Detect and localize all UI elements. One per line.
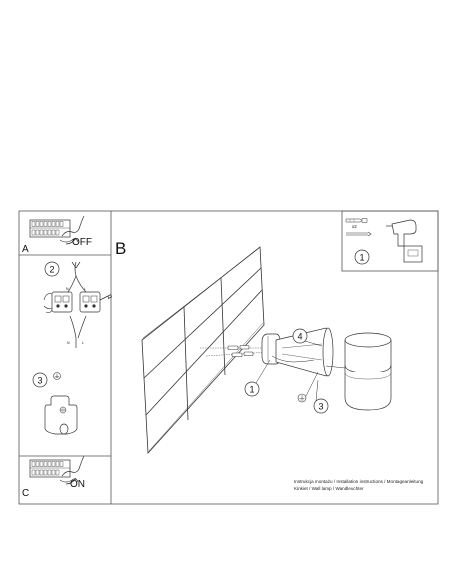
wire-label-n-bottom: N [67, 341, 70, 345]
ground-step-number: 3 [37, 375, 43, 386]
wall-plug-icon [346, 219, 367, 223]
switch-on-label: ON [70, 479, 85, 490]
switch-off-label: OFF [72, 237, 92, 248]
panel-a-letter: A [22, 244, 29, 255]
panel-b-letter: B [115, 239, 127, 258]
terminal-block-right [80, 292, 100, 312]
callout-tools-number: 1 [359, 252, 365, 263]
breaker-box-a [30, 220, 70, 237]
earth-symbol-icon-b [298, 394, 306, 402]
wiring-step [44, 262, 112, 348]
callout-mount-number: 1 [249, 384, 255, 395]
screws-and-plugs [200, 346, 270, 357]
callout-mount [245, 360, 270, 396]
wire-label-l-top: L [84, 287, 86, 291]
screw-icon [346, 232, 371, 236]
screwdriver-icon [100, 295, 112, 301]
ground-terminal-icon [45, 396, 77, 434]
wiring-hand-icon [44, 294, 52, 313]
footer-line-2: Kinkiet / Wall lamp / Wandleuchter [294, 486, 364, 491]
callout-earth [298, 372, 328, 413]
panel-a [22, 216, 92, 255]
ground-step [33, 373, 77, 435]
earth-symbol-icon [54, 373, 61, 380]
tools [346, 219, 422, 265]
terminal-block-left [52, 292, 72, 312]
wire-label-l-bottom: L [82, 341, 84, 345]
tools-count-label: x2 [352, 224, 357, 229]
footer-line-1: Instrukcja montażu / Installation instructions / Montageanleitung [294, 479, 424, 484]
callout-earth-number: 3 [318, 401, 324, 412]
lamp-shade [326, 333, 391, 410]
wire-label-n-top: N [66, 287, 69, 291]
callout-cable-number: 4 [297, 331, 303, 342]
panel-c [22, 456, 85, 499]
wiring-step-number: 2 [49, 264, 55, 275]
wall-tiles [142, 247, 264, 453]
panel-c-letter: C [22, 488, 30, 499]
breaker-box-c [30, 460, 70, 477]
drill-icon [386, 220, 422, 262]
